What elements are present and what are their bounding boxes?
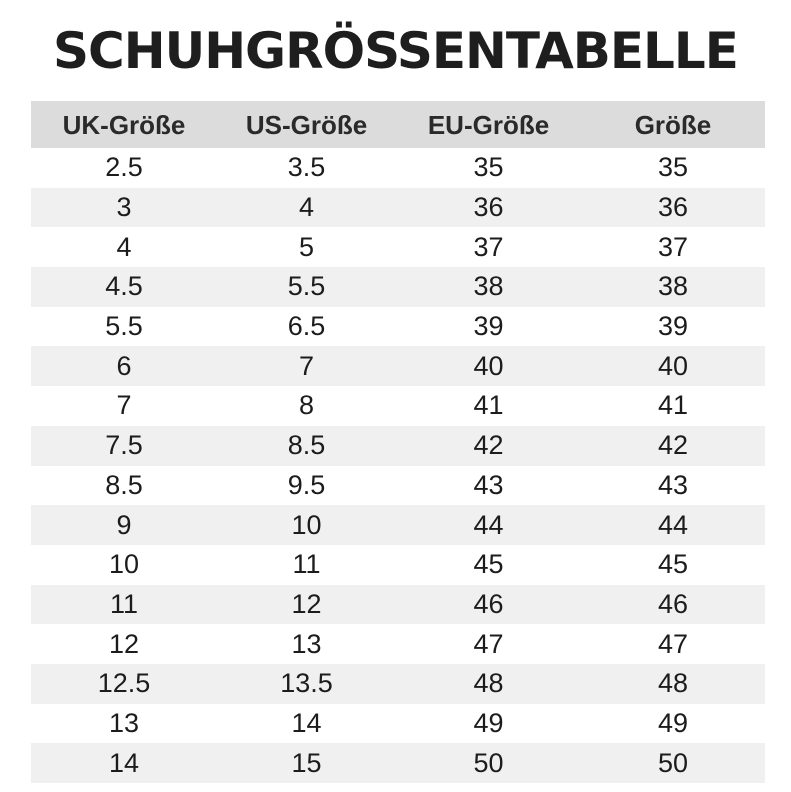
cell-uk-size: 8.5: [105, 469, 143, 500]
header-uk-size: UK-Größe: [62, 109, 186, 140]
table-row: [31, 704, 765, 744]
table-row: [31, 148, 765, 188]
cell-eu-size: 35: [473, 152, 504, 183]
page-title: SCHUHGRÖSSENTABELLE: [53, 22, 738, 80]
cell-eu-size: 40: [473, 350, 504, 381]
table-row: [31, 188, 765, 228]
cell-size: 37: [657, 231, 689, 262]
cell-us-size: 5.5: [287, 271, 326, 302]
cell-uk-size: 4: [116, 231, 132, 262]
cell-uk-size: 7.5: [105, 430, 143, 461]
cell-us-size: 8.5: [287, 430, 326, 461]
cell-us-size: 12: [291, 588, 322, 619]
cell-us-size: 9.5: [287, 469, 326, 500]
header-us-size: US-Größe: [245, 109, 368, 140]
table-header: [31, 101, 765, 148]
table-row: [31, 545, 765, 585]
size-table: [31, 101, 765, 783]
cell-us-size: 11: [292, 549, 321, 580]
cell-size: 38: [657, 271, 689, 302]
table-row: [31, 466, 765, 506]
table-body: [31, 148, 765, 783]
table-row: [31, 227, 765, 267]
table-row: [31, 664, 765, 704]
cell-size: 44: [657, 509, 689, 540]
cell-eu-size: 49: [473, 707, 504, 738]
cell-eu-size: 46: [473, 588, 504, 619]
cell-uk-size: 6: [116, 350, 132, 381]
cell-uk-size: 5.5: [105, 311, 143, 342]
cell-size: 49: [657, 707, 689, 738]
cell-us-size: 6.5: [287, 311, 326, 342]
cell-uk-size: 11: [109, 588, 139, 619]
cell-uk-size: 2.5: [105, 152, 143, 183]
cell-us-size: 13.5: [280, 668, 333, 699]
table-row: [31, 505, 765, 545]
cell-uk-size: 14: [108, 747, 140, 778]
cell-us-size: 10: [291, 509, 322, 540]
table-row: [31, 585, 765, 625]
cell-eu-size: 38: [473, 271, 504, 302]
cell-eu-size: 50: [473, 747, 504, 778]
table-row: [31, 426, 765, 466]
cell-us-size: 5: [298, 231, 315, 262]
cell-uk-size: 10: [108, 549, 140, 580]
cell-eu-size: 42: [473, 430, 504, 461]
header-size: Größe: [634, 109, 712, 140]
cell-uk-size: 3: [116, 192, 132, 223]
table-row: [31, 743, 765, 783]
cell-size: 43: [657, 469, 689, 500]
cell-eu-size: 44: [473, 509, 504, 540]
cell-size: 48: [657, 668, 689, 699]
table-row: [31, 307, 765, 347]
cell-size: 42: [657, 430, 689, 461]
cell-size: 45: [657, 549, 689, 580]
cell-uk-size: 13: [108, 707, 140, 738]
cell-uk-size: 9: [116, 509, 132, 540]
cell-us-size: 14: [291, 707, 322, 738]
cell-eu-size: 48: [473, 668, 504, 699]
cell-us-size: 8: [298, 390, 315, 421]
cell-eu-size: 45: [473, 549, 504, 580]
cell-uk-size: 7: [116, 390, 132, 421]
cell-us-size: 3.5: [287, 152, 326, 183]
cell-eu-size: 36: [473, 192, 504, 223]
table-row: [31, 386, 765, 426]
cell-size: 39: [657, 311, 689, 342]
cell-size: 41: [657, 390, 689, 421]
cell-us-size: 7: [298, 350, 315, 381]
cell-uk-size: 12: [108, 628, 140, 659]
cell-eu-size: 39: [473, 311, 504, 342]
cell-us-size: 13: [291, 628, 322, 659]
cell-size: 36: [657, 192, 689, 223]
cell-eu-size: 43: [473, 469, 504, 500]
header-eu-size: EU-Größe: [427, 109, 550, 140]
table-row: [31, 624, 765, 664]
cell-eu-size: 37: [473, 231, 504, 262]
cell-eu-size: 41: [473, 390, 504, 421]
cell-size: 35: [657, 152, 689, 183]
table-row: [31, 346, 765, 386]
cell-size: 50: [657, 747, 689, 778]
table-row: [31, 267, 765, 307]
cell-uk-size: 12.5: [97, 668, 151, 699]
cell-eu-size: 47: [473, 628, 504, 659]
cell-size: 47: [657, 628, 689, 659]
cell-size: 40: [657, 350, 689, 381]
cell-us-size: 4: [298, 192, 315, 223]
cell-size: 46: [657, 588, 689, 619]
cell-us-size: 15: [291, 747, 322, 778]
cell-uk-size: 4.5: [105, 271, 143, 302]
